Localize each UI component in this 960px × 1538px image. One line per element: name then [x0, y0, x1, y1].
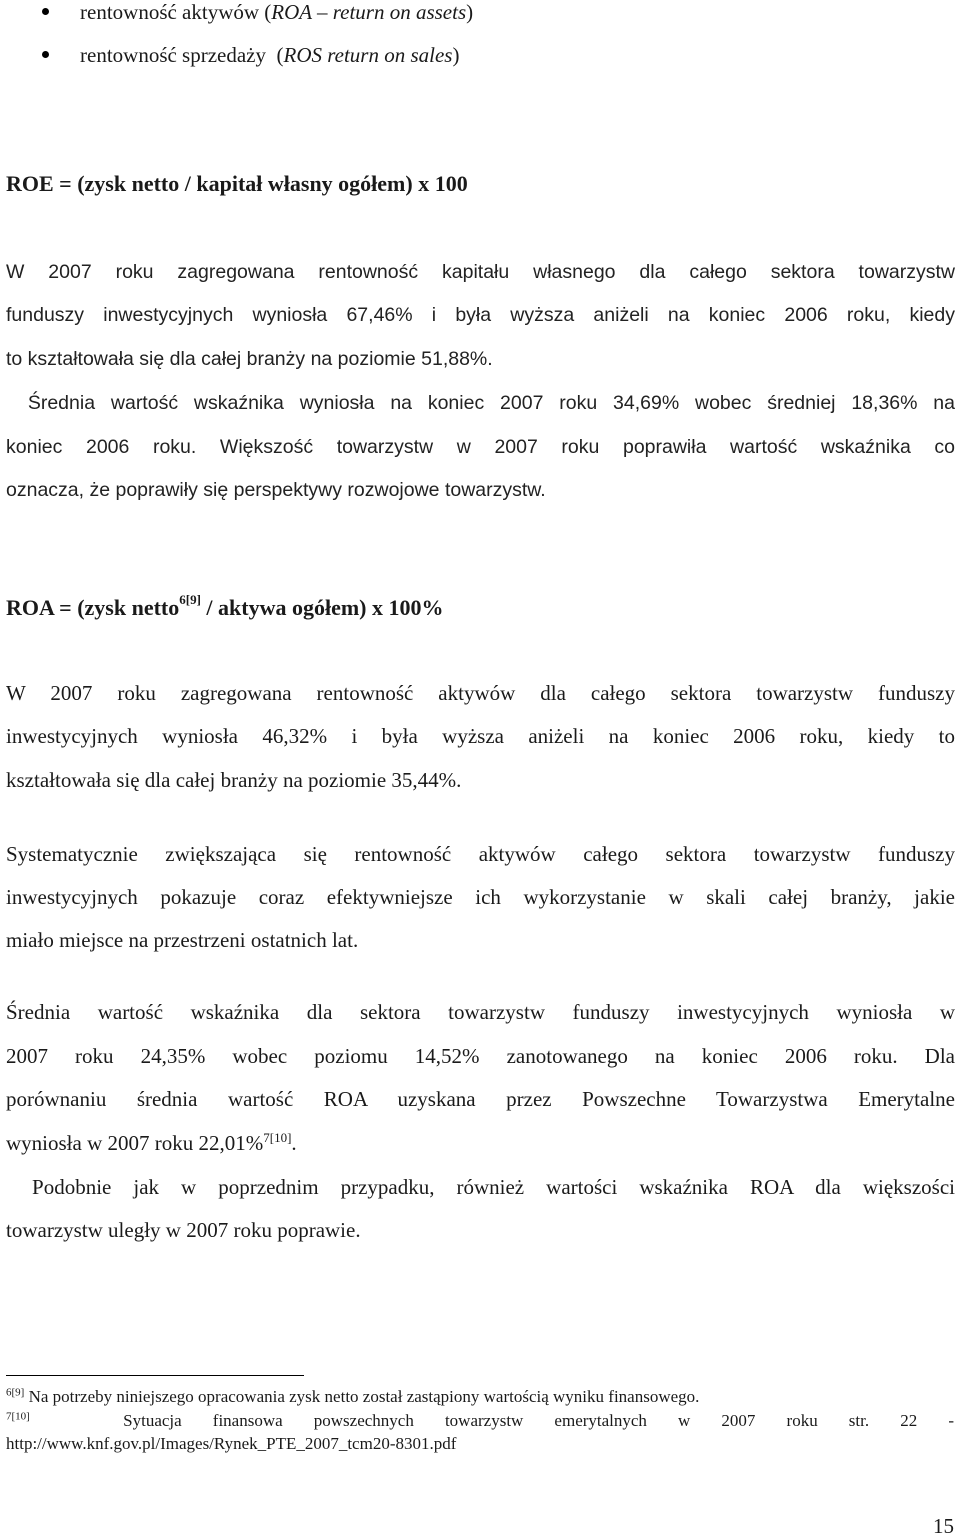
- roa-paragraph-line: inwestycyjnych pokazuje coraz efektywniejsze ich wykorzystanie w skali całej branży, jakie: [6, 885, 955, 909]
- bullet-text: rentowność aktywów (ROA – return on assets): [80, 0, 474, 24]
- footnote-7-url: http://www.knf.gov.pl/Images/Rynek_PTE_2007_tcm20-8301.pdf: [6, 1434, 457, 1453]
- roa-paragraph-line: miało miejsce na przestrzeni ostatnich lat.: [6, 928, 359, 952]
- footnote-ref: 7[10]: [263, 1130, 292, 1145]
- roa-paragraph-line: Średnia wartość wskaźnika dla sektora towarzystw funduszy inwestycyjnych wyniosła w: [6, 1000, 955, 1024]
- footnote-ref: 6[9]: [179, 591, 201, 607]
- roa-formula: [6, 591, 444, 622]
- roe-paragraph-line: oznacza, że poprawiły się perspektywy rozwojowe towarzystw.: [6, 479, 546, 501]
- roa-paragraph-line: kształtowała się dla całej branży na poziomie 35,44%.: [6, 768, 462, 792]
- page-number: 15: [933, 1514, 954, 1538]
- roe-paragraph-line: Średnia wartość wskaźnika wyniosła na koniec 2007 roku 34,69% wobec średniej 18,36% na: [12, 392, 955, 414]
- roa-formula-text: / aktywa ogółem) x 100%: [200, 595, 444, 620]
- roa-paragraph-line: inwestycyjnych wyniosła 46,32% i była wyższa aniżeli na koniec 2006 roku, kiedy to: [6, 724, 955, 748]
- roa-paragraph-line: porównaniu średnia wartość ROA uzyskana przez Powszechne Towarzystwa Emerytalne: [6, 1087, 955, 1111]
- roa-paragraph-text: wyniosła w 2007 roku 22,01%: [6, 1131, 264, 1155]
- footnote-text: Na potrzeby niniejszego opracowania zysk netto został zastąpiony wartością wyniku finansowego.: [24, 1387, 700, 1406]
- bullet-icon: [42, 8, 49, 15]
- roe-paragraph-line: to kształtowała się dla całej branży na poziomie 51,88%.: [6, 348, 493, 370]
- roa-formula-text: ROA = (zysk netto: [6, 595, 180, 620]
- bullet-icon: [42, 51, 49, 58]
- roa-paragraph-line: Podobnie jak w poprzednim przypadku, również wartości wskaźnika ROA dla większości: [10, 1175, 955, 1199]
- footnote-mark: 7[10]: [6, 1410, 30, 1423]
- footnote-6: [6, 1387, 699, 1407]
- roa-paragraph-text: .: [291, 1131, 297, 1155]
- roe-formula: ROE = (zysk netto / kapitał własny ogółem) x 100: [6, 171, 468, 196]
- roa-paragraph-line: [6, 1129, 297, 1157]
- footnote-mark: 6[9]: [6, 1386, 25, 1399]
- roa-paragraph-line: W 2007 roku zagregowana rentowność aktywów dla całego sektora towarzystw funduszy: [6, 681, 955, 705]
- roe-paragraph-line: funduszy inwestycyjnych wyniosła 67,46% i była wyższa aniżeli na koniec 2006 roku, kiedy: [6, 304, 955, 326]
- roa-paragraph-line: Systematycznie zwiększająca się rentowność aktywów całego sektora towarzystw funduszy: [6, 842, 955, 866]
- roe-paragraph-line: W 2007 roku zagregowana rentowność kapitału własnego dla całego sektora towarzystw: [6, 261, 955, 283]
- footnote-separator: [6, 1375, 304, 1376]
- bullet-text: rentowność sprzedaży (ROS return on sales): [80, 43, 460, 67]
- roa-paragraph-line: 2007 roku 24,35% wobec poziomu 14,52% zanotowanego na koniec 2006 roku. Dla: [6, 1044, 955, 1068]
- footnote-text: Sytuacja finansowa powszechnych towarzystw emerytalnych w 2007 roku str. 22 -: [29, 1411, 954, 1430]
- roa-paragraph-line: towarzystw uległy w 2007 roku poprawie.: [6, 1218, 361, 1242]
- roe-paragraph-line: koniec 2006 roku. Większość towarzystw w 2007 roku poprawiła wartość wskaźnika co: [6, 436, 955, 458]
- footnote-7: [6, 1411, 954, 1431]
